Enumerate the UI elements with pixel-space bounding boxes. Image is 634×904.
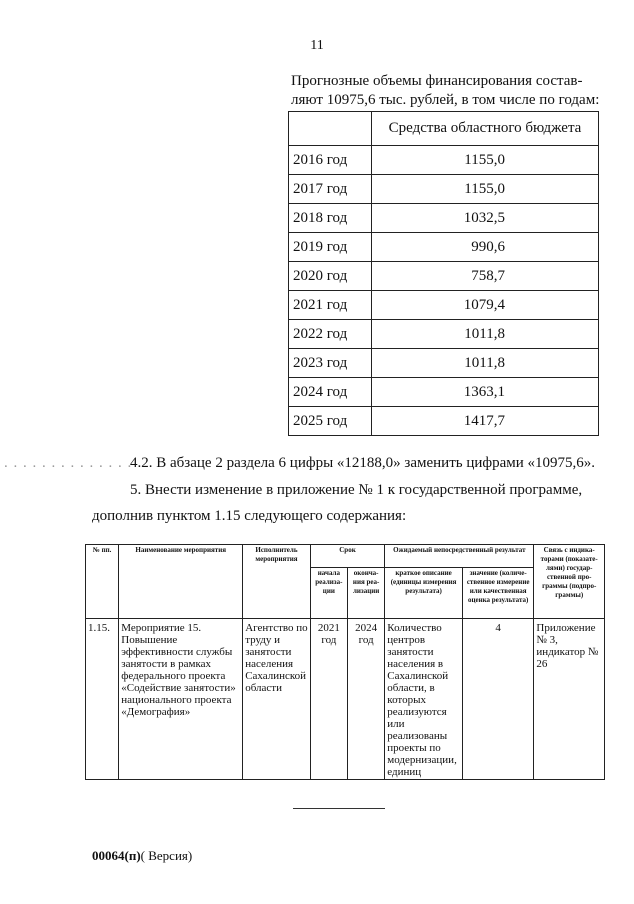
header-result-value: значение (количе-ственное измерение или качественная оценка результата): [462, 568, 534, 619]
funding-row: [289, 175, 599, 204]
activity-table: [85, 544, 605, 780]
page-number: 11: [310, 38, 324, 53]
funding-header-empty: [289, 112, 372, 146]
header-term: Срок: [310, 545, 385, 568]
row-end: 2024 год: [348, 619, 385, 780]
row-num: 1.15.: [86, 619, 119, 780]
paragraph-5: 5. Внести изменение в приложение № 1 к государственной программе,: [130, 482, 583, 498]
intro-paragraph: [291, 72, 599, 110]
funding-row: [289, 349, 599, 378]
funding-value: 1417,7: [372, 407, 599, 436]
header-result-desc: краткое описание (единицы измерения результата): [385, 568, 463, 619]
paragraph-4-2: 4.2. В абзаце 2 раздела 6 цифры «12188,0» заменить цифрами «10975,6».: [130, 455, 596, 471]
row-name: Мероприятие 15. Повышение эффективности службы занятости в рамках федерального проекта «Содействие занятости» национального проекта «Демография»: [119, 619, 243, 780]
funding-row: [289, 320, 599, 349]
funding-year: 2025 год: [289, 407, 372, 436]
funding-year: 2016 год: [289, 146, 372, 175]
header-link: Связь с индика-торами (показате-лями) государ-ственной про-граммы (подпро-граммы): [534, 545, 605, 619]
funding-value: 1363,1: [372, 378, 599, 407]
funding-value: 990,6: [372, 233, 599, 262]
row-link: Приложение № 3, индикатор № 26: [534, 619, 605, 780]
funding-value: 1155,0: [372, 175, 599, 204]
row-value: 4: [462, 619, 534, 780]
funding-value: 1011,8: [372, 349, 599, 378]
document-code: 00064(п): [92, 848, 141, 863]
header-result: Ожидаемый непосредственный результат: [385, 545, 534, 568]
table-row: [86, 619, 605, 780]
funding-value: 1011,8: [372, 320, 599, 349]
funding-header: Средства областного бюджета: [372, 112, 599, 146]
funding-row: [289, 407, 599, 436]
funding-year: 2020 год: [289, 262, 372, 291]
header-num: № пп.: [86, 545, 119, 619]
footer: [92, 848, 192, 864]
funding-year: 2023 год: [289, 349, 372, 378]
funding-year: 2017 год: [289, 175, 372, 204]
funding-value: 1079,4: [372, 291, 599, 320]
funding-value: 1032,5: [372, 204, 599, 233]
header-name: Наименование мероприятия: [119, 545, 243, 619]
row-start: 2021 год: [310, 619, 347, 780]
header-term-start: начала реализа-ции: [310, 568, 347, 619]
funding-table: [288, 111, 599, 436]
header-term-end: оконча-ния реа-лизации: [348, 568, 385, 619]
funding-year: 2022 год: [289, 320, 372, 349]
funding-row: [289, 146, 599, 175]
funding-year: 2019 год: [289, 233, 372, 262]
row-executor: Агентство по труду и занятости населения Сахалинской области: [243, 619, 311, 780]
scan-artifact: . . . . . . . . . . . . . .: [4, 455, 133, 471]
row-desc: Количество центров занятости населения в Сахалинской области, в которых реализуются или реализованы проекты по модернизации, единиц: [385, 619, 463, 780]
funding-row: [289, 291, 599, 320]
funding-row: [289, 233, 599, 262]
funding-year: 2021 год: [289, 291, 372, 320]
funding-year: 2018 год: [289, 204, 372, 233]
funding-row: [289, 262, 599, 291]
funding-year: 2024 год: [289, 378, 372, 407]
header-executor: Исполнитель мероприятия: [243, 545, 311, 619]
paragraph-5-cont: дополнив пунктом 1.15 следующего содержания:: [92, 508, 407, 524]
activity-header-row-1: [86, 545, 605, 568]
funding-value: 1155,0: [372, 146, 599, 175]
funding-row: [289, 378, 599, 407]
intro-line-1: Прогнозные объемы финансирования состав-: [291, 73, 583, 89]
separator-line: [293, 808, 385, 809]
version-label: ( Версия): [140, 848, 193, 863]
funding-row: [289, 204, 599, 233]
funding-header-row: [289, 112, 599, 146]
funding-value: 758,7: [372, 262, 599, 291]
intro-line-2: ляют 10975,6 тыс. рублей, в том числе по годам:: [291, 92, 600, 108]
